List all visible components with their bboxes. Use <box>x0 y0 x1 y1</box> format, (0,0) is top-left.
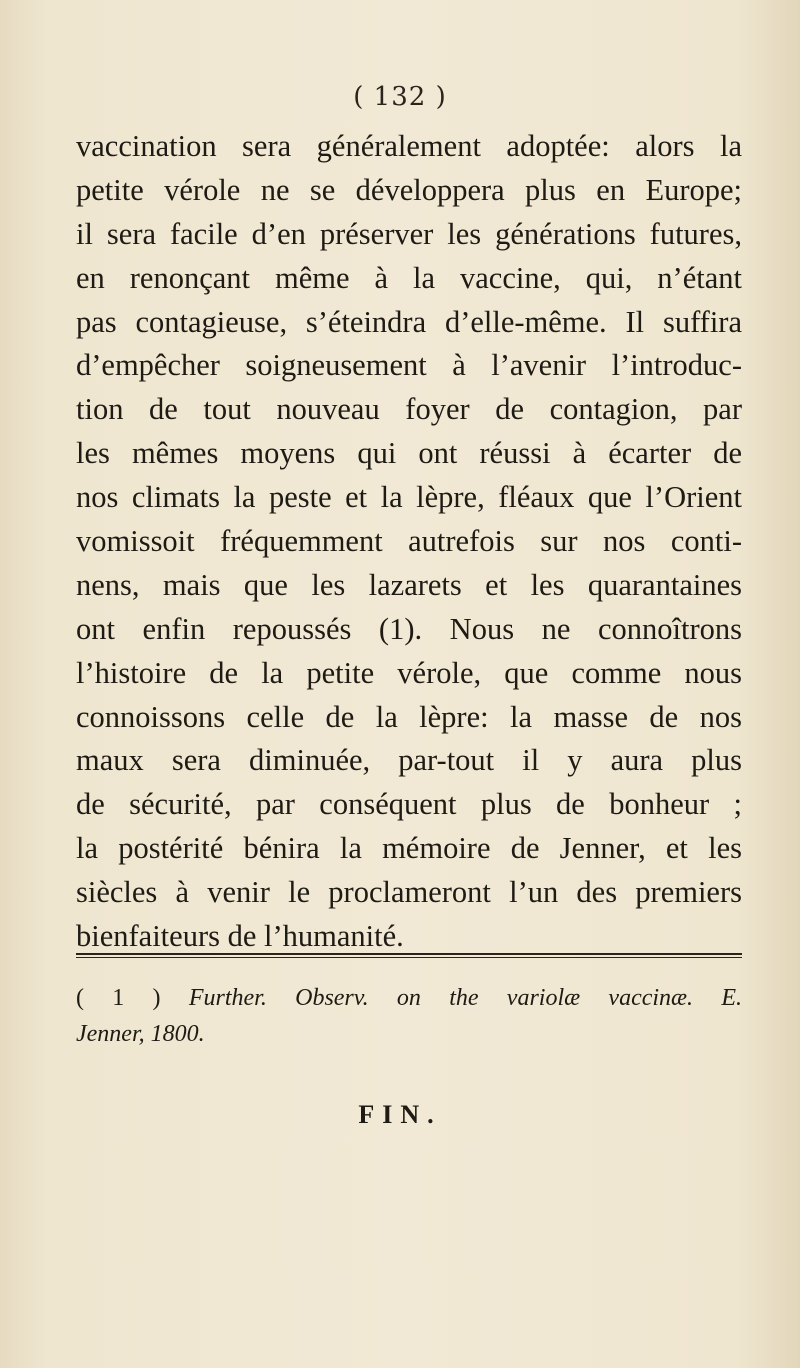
footnote-separator-thin <box>76 957 742 958</box>
text-line: bienfaiteurs de l’humanité. <box>76 919 404 954</box>
text-line: tion de tout nouveau foyer de contagion, par <box>76 392 742 427</box>
text-line: maux sera diminuée, par-tout il y aura plus <box>76 743 742 778</box>
body-paragraph <box>76 125 742 959</box>
text-line: de sécurité, par conséquent plus de bonheur ; <box>76 787 742 822</box>
text-line: nens, mais que les lazarets et les quarantaines <box>76 567 742 602</box>
end-mark: FIN. <box>358 1100 442 1129</box>
text-line: pas contagieuse, s’éteindra d’elle-même. Il suffira <box>76 304 742 339</box>
footnote-line <box>76 980 742 1016</box>
text-line: siècles à venir le proclameront l’un des premiers <box>76 875 742 910</box>
footnote-separator <box>76 953 742 955</box>
text-line: les mêmes moyens qui ont réussi à écarter de <box>76 436 742 471</box>
footnote <box>76 980 742 1052</box>
footnote-author-date: Jenner, 1800. <box>76 1021 205 1047</box>
footnote-marker: ( 1 ) <box>76 985 161 1011</box>
text-line: ont enfin repoussés (1). Nous ne connoîtrons <box>76 611 742 646</box>
text-line: vomissoit fréquemment autrefois sur nos conti- <box>76 524 742 559</box>
text-line: petite vérole ne se développera plus en Europe; <box>76 172 742 207</box>
text-line: la postérité bénira la mémoire de Jenner, et les <box>76 831 742 866</box>
text-line: l’histoire de la petite vérole, que comme nous <box>76 655 742 690</box>
page-number: ( 132 ) <box>353 82 447 112</box>
text-line: il sera facile d’en préserver les générations futures, <box>76 216 742 251</box>
text-line: en renonçant même à la vaccine, qui, n’étant <box>76 260 742 295</box>
text-line: vaccination sera généralement adoptée: alors la <box>76 129 742 163</box>
text-line: d’empêcher soigneusement à l’avenir l’introduc- <box>76 348 742 383</box>
text-line: nos climats la peste et la lèpre, fléaux que l’Orient <box>76 480 742 515</box>
text-line: connoissons celle de la lèpre: la masse de nos <box>76 699 742 734</box>
footnote-title: Further. Observ. on the variolæ vaccinæ. E. <box>188 985 742 1011</box>
